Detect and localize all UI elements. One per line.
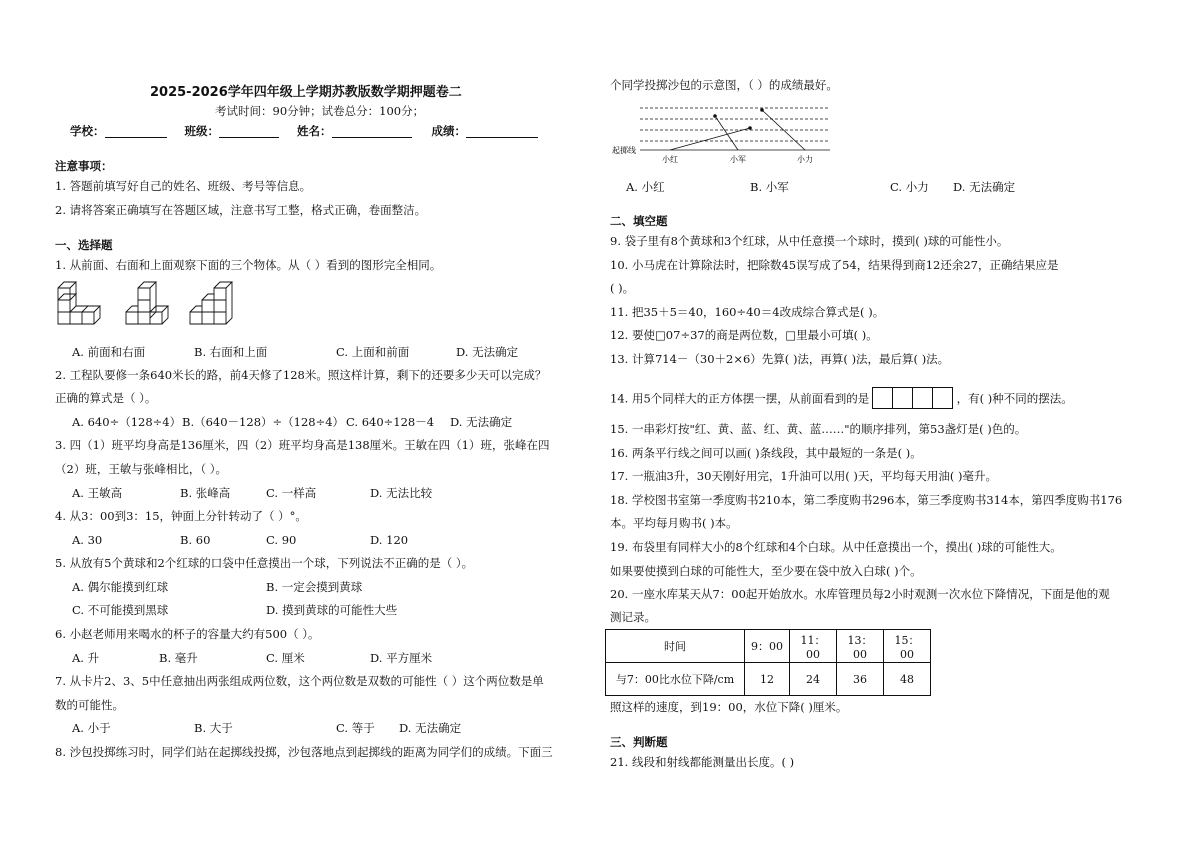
q3-option-c[interactable]: C. 一样高 bbox=[266, 486, 317, 500]
page-title: 2025-2026学年四年级上学期苏教版数学期押题卷二 bbox=[150, 85, 462, 100]
path-xiaojun bbox=[715, 116, 738, 150]
q1-option-d[interactable]: D. 无法确定 bbox=[456, 345, 519, 359]
score-label: 成绩： bbox=[431, 124, 467, 138]
landing-point bbox=[748, 126, 752, 130]
q2-option-c[interactable]: C. 640÷128－4 bbox=[346, 415, 435, 429]
path-xiaohong bbox=[670, 128, 750, 150]
question-17: 17. 一瓶油3升，30天刚好用完，1升油可以用( )天，平均每天用油( )毫升。 bbox=[610, 469, 997, 483]
question-2-cont: 正确的算式是（ ）。 bbox=[55, 391, 157, 405]
question-3: 3. 四（1）班平均身高是136厘米，四（2）班平均身高是138厘米。王敏在四（1）班，张峰在四 bbox=[55, 438, 550, 452]
school-label: 学校： bbox=[70, 124, 105, 138]
score-blank[interactable] bbox=[466, 126, 538, 138]
q2-option-a[interactable]: A. 640÷（128÷4） bbox=[72, 415, 182, 429]
q1-option-b[interactable]: B. 右面和上面 bbox=[194, 345, 268, 359]
landing-point bbox=[713, 114, 717, 118]
question-16: 16. 两条平行线之间可以画( )条线段，其中最短的一条是( )。 bbox=[610, 446, 922, 460]
question-13: 13. 计算714－（30＋2×6）先算( )法，再算( )法，最后算( )法。 bbox=[610, 352, 950, 366]
q3-option-b[interactable]: B. 张峰高 bbox=[180, 486, 231, 500]
q5-option-b[interactable]: B. 一定会摸到黄球 bbox=[266, 580, 363, 594]
question-11: 11. 把35＋5＝40，160÷40＝4改成综合算式是( )。 bbox=[610, 305, 885, 319]
school-blank[interactable] bbox=[105, 126, 167, 138]
notice-item: 2. 请将答案正确填写在答题区域，注意书写工整，格式正确，卷面整洁。 bbox=[55, 203, 427, 217]
q6-option-a[interactable]: A. 升 bbox=[72, 651, 100, 665]
label-xiaojun: 小军 bbox=[730, 155, 746, 164]
question-12: 12. 要使□07÷37的商是两位数，□里最小可填( )。 bbox=[610, 328, 878, 342]
table-cell: 12 bbox=[745, 663, 790, 696]
q1-option-a[interactable]: A. 前面和右面 bbox=[72, 345, 146, 359]
q14-text: 14. 用5个同样大的正方体摆一摆，从前面看到的是 bbox=[610, 391, 870, 406]
question-20: 20. 一座水库某天从7：00起开始放水。水库管理员每2小时观测一次水位下降情况，下面是他的观 bbox=[610, 587, 1110, 601]
q6-option-b[interactable]: B. 毫升 bbox=[159, 651, 198, 665]
class-blank[interactable] bbox=[219, 126, 279, 138]
name-blank[interactable] bbox=[332, 126, 412, 138]
throw-diagram bbox=[610, 100, 850, 166]
q4-option-c[interactable]: C. 90 bbox=[266, 533, 297, 547]
name-label: 姓名： bbox=[297, 124, 332, 138]
label-xiaohong: 小红 bbox=[662, 155, 678, 164]
table-cell: 11：00 bbox=[790, 630, 837, 663]
question-7-cont: 数的可能性。 bbox=[55, 698, 124, 712]
question-7: 7. 从卡片2、3、5中任意抽出两张组成两位数，这个两位数是双数的可能性（ ）这个两位数是单 bbox=[55, 674, 544, 688]
question-1: 1. 从前面、右面和上面观察下面的三个物体。从（ ）看到的图形完全相同。 bbox=[55, 258, 442, 272]
question-10: 10. 小马虎在计算除法时，把除数45误写成了54，结果得到商12还余27，正确结果应是 bbox=[610, 258, 1059, 272]
section-heading: 一、选择题 bbox=[55, 238, 113, 252]
q3-option-d[interactable]: D. 无法比较 bbox=[370, 486, 433, 500]
q7-option-d[interactable]: D. 无法确定 bbox=[399, 721, 462, 735]
cube-figure-1 bbox=[58, 282, 100, 324]
question-18: 18. 学校图书室第一季度购书210本，第二季度购书296本，第三季度购书314本，第四季度购书176 bbox=[610, 493, 1123, 507]
q4-option-a[interactable]: A. 30 bbox=[72, 533, 103, 547]
q5-option-a[interactable]: A. 偶尔能摸到红球 bbox=[72, 580, 169, 594]
q1-option-c[interactable]: C. 上面和前面 bbox=[336, 345, 410, 359]
question-18-cont: 本。平均每月购书( )本。 bbox=[610, 516, 738, 530]
section-heading: 三、判断题 bbox=[610, 735, 668, 749]
question-19-cont: 如果要使摸到白球的可能性大，至少要在袋中放入白球( )个。 bbox=[610, 564, 922, 578]
label-xiaoli: 小力 bbox=[797, 155, 813, 164]
q14-text-cont: ，有( )种不同的摆法。 bbox=[956, 391, 1073, 406]
q5-option-d[interactable]: D. 摸到黄球的可能性大些 bbox=[266, 603, 398, 617]
question-4: 4. 从3：00到3：15，钟面上分针转动了（ ）°。 bbox=[55, 509, 307, 523]
table-cell: 13：00 bbox=[837, 630, 884, 663]
q8-option-b[interactable]: B. 小军 bbox=[750, 180, 789, 194]
throw-line-label: 起掷线 bbox=[612, 146, 636, 155]
question-2: 2. 工程队要修一条640米长的路，前4天修了128米。照这样计算，剩下的还要多少天可以完成？ bbox=[55, 368, 547, 382]
table-cell: 9：00 bbox=[745, 630, 790, 663]
table-cell: 24 bbox=[790, 663, 837, 696]
q7-option-c[interactable]: C. 等于 bbox=[336, 721, 375, 735]
table-row bbox=[606, 663, 931, 696]
q4-option-d[interactable]: D. 120 bbox=[370, 533, 409, 547]
q4-option-b[interactable]: B. 60 bbox=[180, 533, 211, 547]
question-10-cont: ( )。 bbox=[610, 281, 635, 295]
cube-figures bbox=[56, 280, 256, 332]
question-9: 9. 袋子里有8个黄球和3个红球，从中任意摸一个球时，摸到( )球的可能性小。 bbox=[610, 234, 1009, 248]
q2-option-b[interactable]: B.（640－128）÷（128÷4） bbox=[182, 415, 345, 429]
q8-option-c[interactable]: C. 小力 bbox=[890, 180, 929, 194]
question-3-cont: （2）班，王敏与张峰相比，（ ）。 bbox=[55, 462, 227, 476]
exam-info: 考试时间：90分钟；试卷总分：100分； bbox=[215, 104, 425, 118]
question-8: 8. 沙包投掷练习时，同学们站在起掷线投掷，沙包落地点到起掷线的距离为同学们的成绩。下面三 bbox=[55, 745, 553, 759]
table-cell: 48 bbox=[884, 663, 931, 696]
class-label: 班级： bbox=[184, 124, 220, 138]
q7-option-b[interactable]: B. 大于 bbox=[194, 721, 233, 735]
question-14 bbox=[610, 387, 1073, 412]
q6-option-d[interactable]: D. 平方厘米 bbox=[370, 651, 433, 665]
notice-heading: 注意事项： bbox=[55, 159, 113, 173]
info-fields bbox=[70, 124, 538, 138]
question-20-cont: 测记录。 bbox=[610, 610, 656, 624]
front-view-squares bbox=[873, 387, 953, 412]
landing-point bbox=[760, 108, 764, 112]
q5-option-c[interactable]: C. 不可能摸到黑球 bbox=[72, 603, 169, 617]
q6-option-c[interactable]: C. 厘米 bbox=[266, 651, 305, 665]
question-21: 21. 线段和射线都能测量出长度。( ) bbox=[610, 755, 795, 769]
question-19: 19. 布袋里有同样大小的8个红球和4个白球。从中任意摸出一个，摸出( )球的可能性大。 bbox=[610, 540, 1062, 554]
question-8-cont: 个同学投掷沙包的示意图，（ ）的成绩最好。 bbox=[610, 78, 838, 92]
cube-figure-3 bbox=[190, 282, 232, 324]
question-5: 5. 从放有5个黄球和2个红球的口袋中任意摸出一个球，下列说法不正确的是（ ）。 bbox=[55, 556, 474, 570]
question-6: 6. 小赵老师用来喝水的杯子的容量大约有500（ ）。 bbox=[55, 627, 320, 641]
question-15: 15. 一串彩灯按"红、黄、蓝、红、黄、蓝……"的顺序排列，第53盏灯是( )色的。 bbox=[610, 422, 1027, 436]
path-xiaoli bbox=[762, 110, 805, 150]
table-cell: 36 bbox=[837, 663, 884, 696]
table-cell: 15：00 bbox=[884, 630, 931, 663]
q8-option-d[interactable]: D. 无法确定 bbox=[953, 180, 1016, 194]
notice-item: 1. 答题前填写好自己的姓名、班级、考号等信息。 bbox=[55, 179, 312, 193]
table-header-time: 时间 bbox=[606, 630, 745, 663]
table-header-drop: 与7：00比水位下降/cm bbox=[606, 663, 745, 696]
q8-option-a[interactable]: A. 小红 bbox=[626, 180, 665, 194]
q2-option-d[interactable]: D. 无法确定 bbox=[450, 415, 513, 429]
cube-figure-2 bbox=[126, 282, 168, 324]
q7-option-a[interactable]: A. 小于 bbox=[72, 721, 111, 735]
table-row bbox=[606, 630, 931, 663]
water-level-table bbox=[605, 629, 931, 696]
section-heading: 二、填空题 bbox=[610, 214, 668, 228]
question-20-ask: 照这样的速度，到19：00，水位下降( )厘米。 bbox=[610, 700, 848, 714]
q3-option-a[interactable]: A. 王敏高 bbox=[72, 486, 123, 500]
